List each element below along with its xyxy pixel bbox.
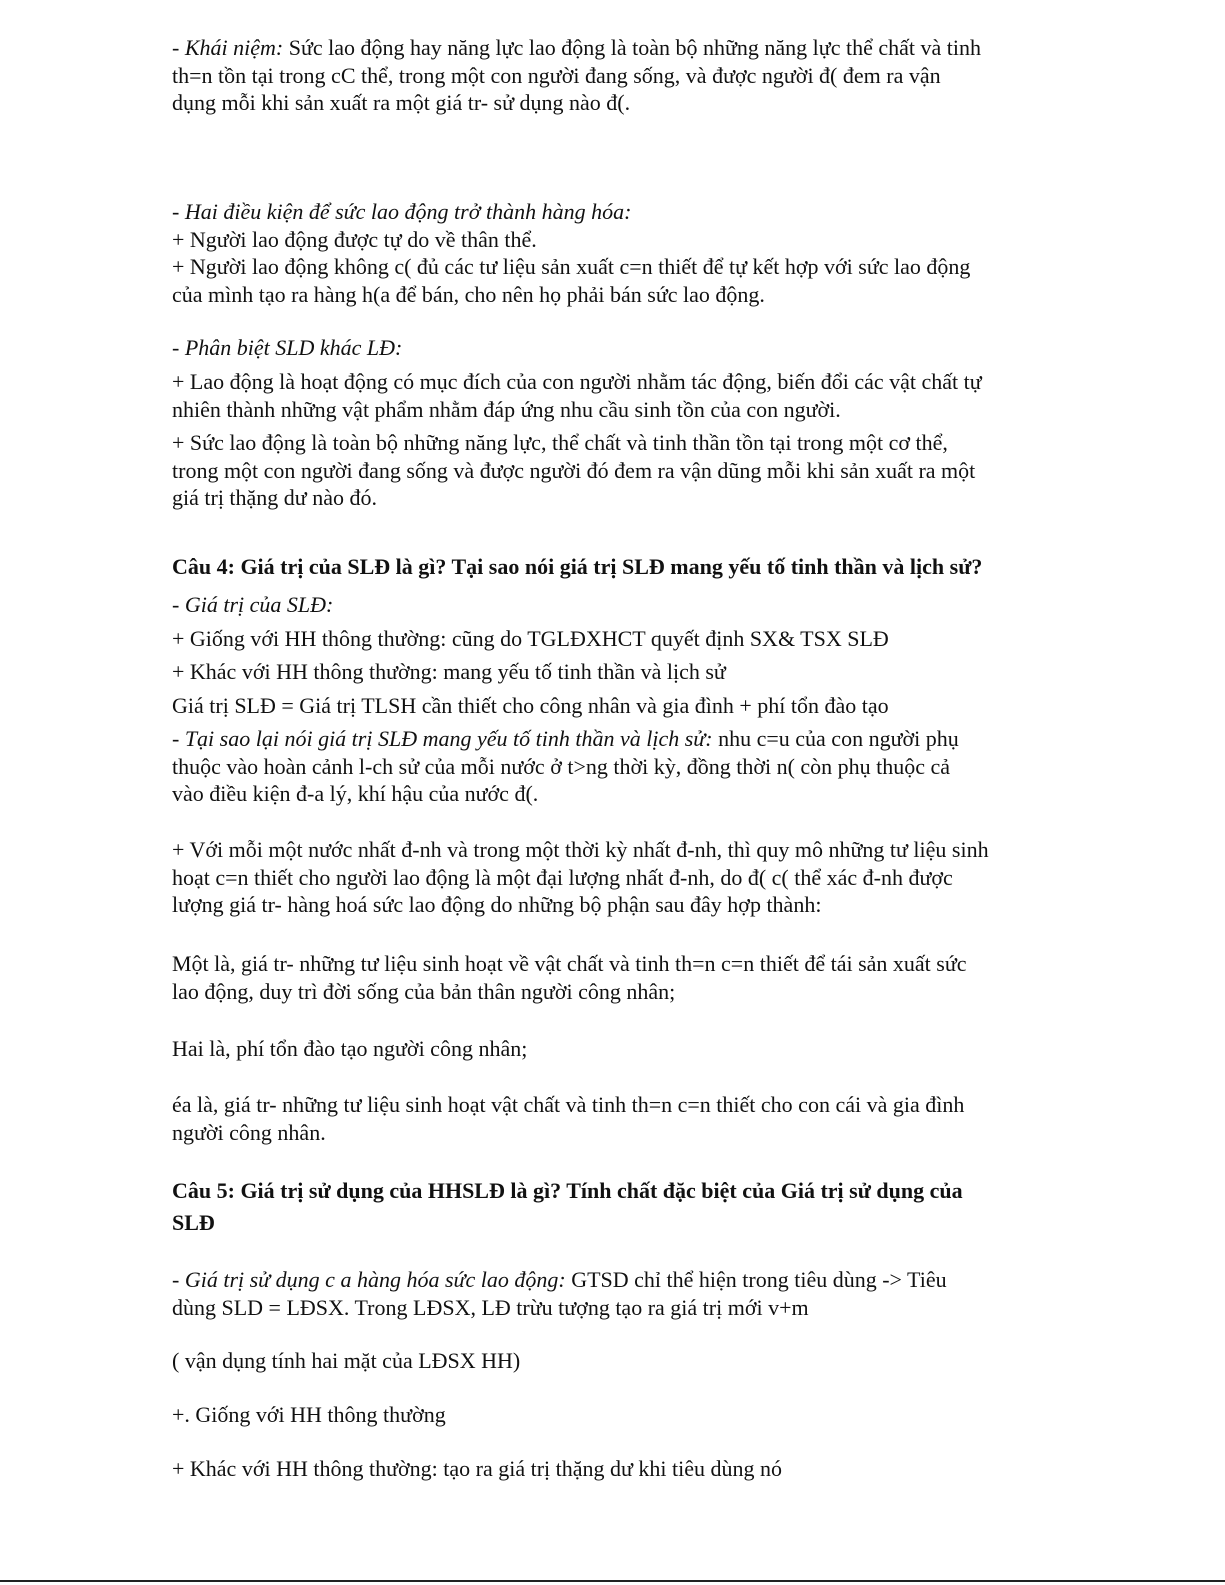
text-line: Hai là, phí tổn đào tạo người công nhân;: [172, 1036, 528, 1061]
text-line: thuộc vào hoàn cảnh l-ch sử của mỗi nước ở t>ng thời kỳ, đồng thời n( còn phụ thuộc cả: [172, 753, 951, 779]
page-bottom-divider: [0, 1580, 1225, 1582]
text-line: nhu c=u của con người phụ: [712, 726, 959, 751]
cau4-l3-block: [172, 692, 1087, 720]
cau5-khac-block: [172, 1455, 1087, 1483]
text-line: éa là, giá tr- những tư liệu sinh hoạt vật chất và tinh th=n c=n thiết cho con cái và gia đình: [172, 1092, 965, 1117]
cau5-van-dung-block: [172, 1347, 1087, 1375]
text-line: giá trị thặng dư nào đó.: [172, 485, 377, 510]
text-line: + Người lao động không c( đủ các tư liệu sản xuất c=n thiết để tự kết hợp với sức lao động: [172, 254, 971, 279]
text-line: Giá trị SLĐ = Giá trị TLSH cần thiết cho công nhân và gia đình + phí tổn đào tạo: [172, 693, 889, 718]
phan-biet-p1: [172, 368, 1087, 423]
text-line: GTSD chỉ thể hiện trong tiêu dùng -> Tiêu: [565, 1267, 947, 1292]
cau4-hai-la-paragraph: [172, 1035, 1087, 1063]
cau4-sub-heading: - Giá trị của SLĐ:: [172, 592, 334, 617]
text-line: + Khác với HH thông thường: tạo ra giá trị thặng dư khi tiêu dùng nó: [172, 1456, 783, 1481]
cau5-gtsd-paragraph: [172, 1266, 1087, 1321]
hai-dieu-kien-section: [172, 198, 1087, 308]
text-line: trong một con người đang sống và được người đó đem ra vận dũng mỗi khi sản xuất ra một: [172, 457, 976, 483]
text-line: + Giống với HH thông thường: cũng do TGLĐXHCT quyết định SX& TSX SLĐ: [172, 626, 889, 651]
hai-dieu-kien-heading: - Hai điều kiện để sức lao động trở thành hàng hóa:: [172, 199, 632, 224]
cau5-title-block: [172, 1175, 1087, 1239]
cau4-why-label: - Tại sao lại nói giá trị SLĐ mang yếu tố tinh thần và lịch sử:: [172, 726, 713, 751]
cau4-why-paragraph: [172, 725, 1087, 808]
cau4-l2-block: [172, 658, 1087, 686]
text-line: + Người lao động được tự do về thân thể.: [172, 226, 537, 252]
cau4-mot-la-paragraph: [172, 950, 1087, 1005]
phan-biet-heading: - Phân biệt SLD khác LĐ:: [172, 335, 403, 360]
cau5-gtsd-label: - Giá trị sử dụng c a hàng hóa sức lao động:: [172, 1267, 566, 1292]
khai-niem-paragraph: [172, 34, 1087, 117]
text-line: Sức lao động hay năng lực lao động là toàn bộ những năng lực thể chất và tinh: [283, 35, 981, 60]
cau4-l1-block: [172, 625, 1087, 653]
text-line: vào điều kiện đ-a lý, khí hậu của nước đ(.: [172, 781, 539, 806]
text-line: +. Giống với HH thông thường: [172, 1402, 446, 1427]
text-line: + Lao động là hoạt động có mục đích của con người nhằm tác động, biến đổi các vật chất tự: [172, 369, 982, 394]
text-line: dùng SLD = LĐSX. Trong LĐSX, LĐ trừu tượng tạo ra giá trị mới v+m: [172, 1294, 809, 1320]
cau5-title-line1: Câu 5: Giá trị sử dụng của HHSLĐ là gì? Tính chất đặc biệt của Giá trị sử dụng của: [172, 1178, 963, 1203]
cau4-sub-block: [172, 591, 1087, 619]
khai-niem-label: - Khái niệm:: [172, 35, 284, 60]
text-line: người công nhân.: [172, 1119, 326, 1145]
text-line: + Với mỗi một nước nhất đ-nh và trong một thời kỳ nhất đ-nh, thì quy mô những tư liệu sinh: [172, 837, 989, 862]
cau4-ba-la-paragraph: [172, 1091, 1087, 1146]
text-line: ( vận dụng tính hai mặt của LĐSX HH): [172, 1348, 521, 1373]
phan-biet-heading-block: [172, 334, 1087, 362]
text-line: lao động, duy trì đời sống của bản thân người công nhân;: [172, 978, 676, 1004]
text-line: + Sức lao động là toàn bộ những năng lực, thể chất và tinh thần tồn tại trong một cơ thể,: [172, 430, 948, 455]
cau4-title: Câu 4: Giá trị của SLĐ là gì? Tại sao nói giá trị SLĐ mang yếu tố tinh thần và lịch sử?: [172, 554, 983, 579]
cau5-giong-block: [172, 1401, 1087, 1429]
text-line: dụng mỗi khi sản xuất ra một giá tr- sử dụng nào đ(.: [172, 90, 631, 115]
text-line: lượng giá tr- hàng hoá sức lao động do những bộ phận sau đây hợp thành:: [172, 892, 822, 917]
phan-biet-p2: [172, 429, 1087, 512]
cau4-title-block: [172, 553, 1087, 581]
text-line: nhiên thành những vật phẩm nhằm đáp ứng nhu cầu sinh tồn của con người.: [172, 396, 841, 422]
text-line: + Khác với HH thông thường: mang yếu tố tinh thần và lịch sử: [172, 659, 726, 684]
text-line: Một là, giá tr- những tư liệu sinh hoạt về vật chất và tinh th=n c=n thiết để tái sản xuất sức: [172, 951, 967, 976]
text-line: th=n tồn tại trong cC thể, trong một con người đang sống, và được người đ( đem ra vận: [172, 62, 941, 88]
text-line: hoạt c=n thiết cho người lao động là một đại lượng nhất đ-nh, do đ( c( thể xác đ-nh được: [172, 864, 953, 890]
cau5-title-line2: SLĐ: [172, 1210, 215, 1235]
cau4-moi-nuoc-paragraph: [172, 836, 1087, 919]
text-line: của mình tạo ra hàng h(a để bán, cho nên họ phải bán sức lao động.: [172, 281, 765, 307]
